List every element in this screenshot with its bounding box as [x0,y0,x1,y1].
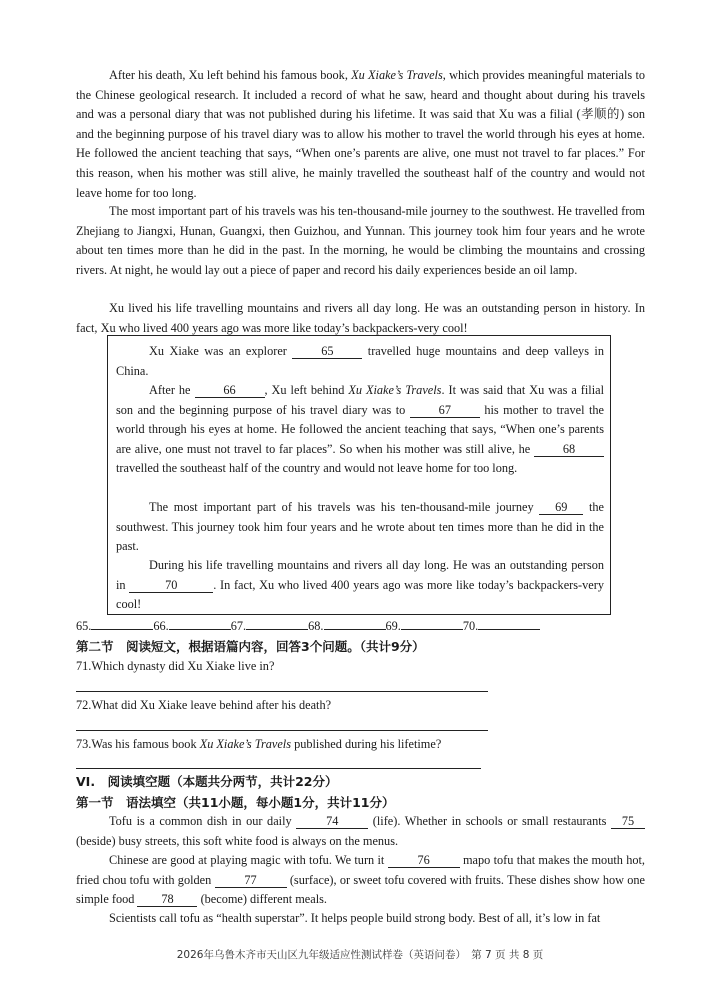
blank-78[interactable]: 78 [137,892,197,907]
passage-text: , which provides meaningful materials to the Chinese geological research. It included a record of what he saw, heard and thought about during his travels and was a personal diary that was not published during his lifetime. It was said that Xu was a filial (孝顺的) son and the beginning purpose of his travel diary was to allow his mother to travel the world through his eyes at home. He followed the ancient teaching that says, “When one’s parents are alive, one must not travel to far places.” For this reason, when his mother was still alive, he mainly travelled the southeast half of the country and would not leave home for too long. [76,68,646,200]
book-title: Xu Xiake’s Travels [199,737,291,751]
section-2-title: 第二节 阅读短文，根据语篇内容，回答3个问题。（共计9分） [76,639,425,654]
summary-box [107,335,611,615]
answer-line-72[interactable] [76,730,488,731]
summary-paragraph-3: The most important part of his travels was his ten-thousand-mile journey 69 the southwest. This journey took him four years and he wrote about ten times more than he did in the past. [116,500,605,553]
summary-paragraph-4: During his life travelling mountains and rivers all day long. He was an outstanding person in 70 . In fact, Xu who lived 400 years ago was more like today’s backpackers-very cool! [116,558,604,611]
blank-76[interactable]: 76 [388,853,460,868]
answer-line-73[interactable] [76,768,481,769]
answer-blank-69[interactable] [401,629,463,630]
tofu-paragraph-3: Scientists call tofu as “health superstar”. It helps people build strong body. Best of all, it’s low in fat [109,911,601,925]
question-71: 71.Which dynasty did Xu Xiake live in? [76,659,275,673]
answer-line: 65. 66. 67. 68. 69. 70. [76,617,540,636]
answer-blank-67[interactable] [246,629,308,630]
passage-paragraph-2: The most important part of his travels was his ten-thousand-mile journey to the southwest. He travelled from Zhejiang to Jiangxi, Hunan, Guangxi, then Guizhou, and Yunnan. This journey took him four years and he wrote about ten times more than he did in the past. In the morning, he would be climbing the mountains and crossing rivers. At night, he would lay out a piece of paper and record his daily experiences beside an oil lamp. [76,204,645,277]
question-73: 73.Was his famous book Xu Xiake’s Travels published during his lifetime? [76,737,442,751]
passage-paragraph-3: Xu lived his life travelling mountains and rivers all day long. He was an outstanding person in history. In fact, Xu who lived 400 years ago was more like today’s backpackers-very cool! [76,301,645,335]
blank-66[interactable]: 66 [195,383,265,398]
blank-69[interactable]: 69 [539,500,583,515]
blank-67[interactable]: 67 [410,403,480,418]
blank-75[interactable]: 75 [611,814,645,829]
answer-blank-68[interactable] [324,629,386,630]
answer-blank-70[interactable] [478,629,540,630]
answer-line-71[interactable] [76,691,488,692]
question-72: 72.What did Xu Xiake leave behind after his death? [76,698,332,712]
tofu-paragraph-2: Chinese are good at playing magic with tofu. We turn it 76 mapo tofu that makes the mouth hot, fried chou tofu with golden 77 (surface), or sweet tofu covered with fruits. These dishes show how one simple food 78 (become) different meals. [76,853,646,907]
blank-70[interactable]: 70 [129,578,213,593]
page-footer: 2026年乌鲁木齐市天山区九年级适应性测试样卷（英语问卷） 第 7 页 共 8 页 [176,949,544,961]
blank-65[interactable]: 65 [292,344,362,359]
book-title: Xu Xiake’s Travels [348,383,442,397]
passage-text: After his death, Xu left behind his famous book, [109,68,352,82]
book-title: Xu Xiake’s Travels [351,68,443,82]
answer-blank-65[interactable] [91,629,153,630]
blank-74[interactable]: 74 [296,814,368,829]
blank-68[interactable]: 68 [534,442,604,457]
part-6-title: VI. 阅读填空题（本题共分两节，共计22分） [76,774,338,789]
tofu-paragraph-1: Tofu is a common dish in our daily 74 (life). Whether in schools or small restaurants 75 (beside) busy streets, this soft white food is always on the menus. [76,812,645,851]
summary-paragraph-2: After he 66 , Xu left behind Xu Xiake’s Travels. It was said that Xu was a filial son and the beginning purpose of his travel diary was to 67 his mother to travel the world through his eyes at home. He followed the ancient teaching that says, “When one’s parents are alive, one must not travel to far places”. So when his mother was still alive, he 68 travelled the southeast half of the country and would not leave home for too long. [116,383,604,475]
part-6-section-1-title: 第一节 语法填空（共11小题，每小题1分，共计11分） [76,795,395,810]
answer-blank-66[interactable] [169,629,231,630]
summary-paragraph-1: Xu Xiake was an explorer 65 travelled huge mountains and deep valleys in China. [116,344,605,378]
blank-77[interactable]: 77 [215,873,287,888]
passage-paragraph-1 [76,66,645,203]
